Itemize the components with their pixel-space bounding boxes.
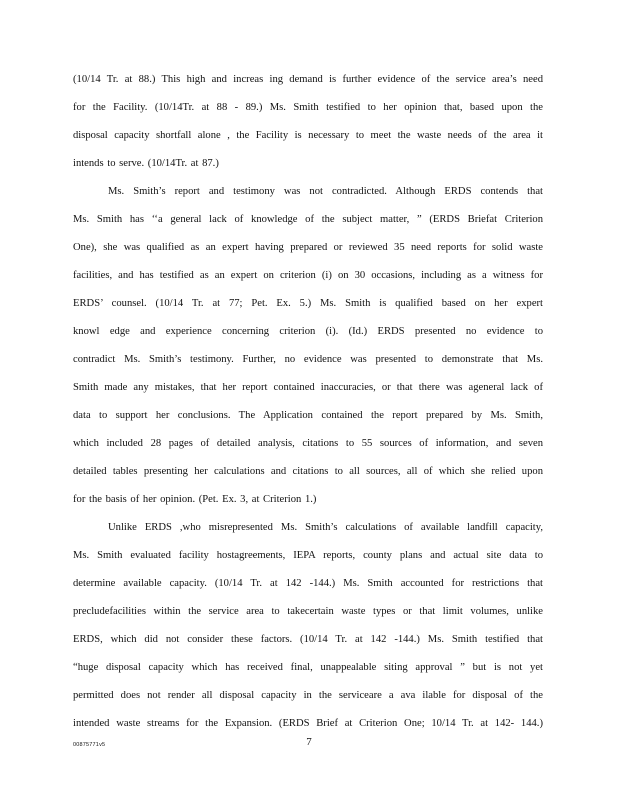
text-line: Ms. Smith evaluated facility hostagreements, IEPA reports, county plans and actual site data to (73, 550, 543, 561)
text-line: disposal capacity shortfall alone , the Facility is necessary to meet the waste needs of the area it (73, 130, 543, 141)
text-line: knowl edge and experience concerning criterion (i). (Id.) ERDS presented no evidence to (73, 326, 543, 337)
text-line: ERDS’ counsel. (10/14 Tr. at 77; Pet. Ex. 5.) Ms. Smith is qualified based on her expert (73, 298, 543, 309)
text-line: “huge disposal capacity which has received final, unappealable siting approval ” but is not yet (73, 662, 543, 673)
text-line: permitted does not render all disposal capacity in the serviceare a ava ilable for disposal of the (73, 690, 543, 701)
text-line: ERDS, which did not consider these factors. (10/14 Tr. at 142 -144.) Ms. Smith testified that (73, 634, 543, 645)
text-line: Ms. Smith’s report and testimony was not contradicted. Although ERDS contends that (108, 186, 543, 197)
text-line: determine available capacity. (10/14 Tr. at 142 -144.) Ms. Smith accounted for restrictions that (73, 578, 543, 589)
text-line: for the Facility. (10/14Tr. at 88 - 89.) Ms. Smith testified to her opinion that, based upon the (73, 102, 543, 113)
text-line: facilities, and has testified as an expert on criterion (i) on 30 occasions, including as a witness for (73, 270, 543, 281)
text-line: Smith made any mistakes, that her report contained inaccuracies, or that there was ageneral lack of (73, 382, 543, 393)
page-number: 7 (306, 736, 312, 748)
text-line: One), she was qualified as an expert having prepared or reviewed 35 need reports for solid waste (73, 242, 543, 253)
text-line: for the basis of her opinion. (Pet. Ex. 3, at Criterion 1.) (73, 494, 317, 505)
text-line: detailed tables presenting her calculations and citations to all sources, all of which she relied upon (73, 466, 543, 477)
text-line: Ms. Smith has ‘‘a general lack of knowledge of the subject matter, ” (ERDS Briefat Criterion (73, 214, 543, 225)
text-line: which included 28 pages of detailed analysis, citations to 55 sources of information, and seven (73, 438, 543, 449)
text-line: (10/14 Tr. at 88.) This high and increas ing demand is further evidence of the service area’s need (73, 74, 543, 85)
text-line: Unlike ERDS ,who misrepresented Ms. Smith’s calculations of available landfill capacity, (108, 522, 543, 533)
document-id: 00875771v5 (73, 742, 106, 748)
text-line: intended waste streams for the Expansion. (ERDS Brief at Criterion One; 10/14 Tr. at 142- 144.) (73, 718, 543, 729)
text-line: contradict Ms. Smith’s testimony. Further, no evidence was presented to demonstrate that Ms. (73, 354, 543, 365)
text-line: intends to serve. (10/14Tr. at 87.) (73, 158, 219, 169)
text-line: data to support her conclusions. The Application contained the report prepared by Ms. Smith, (73, 410, 543, 421)
text-line: precludefacilities within the service area to takecertain waste types or that limit volumes, unlike (73, 606, 543, 617)
